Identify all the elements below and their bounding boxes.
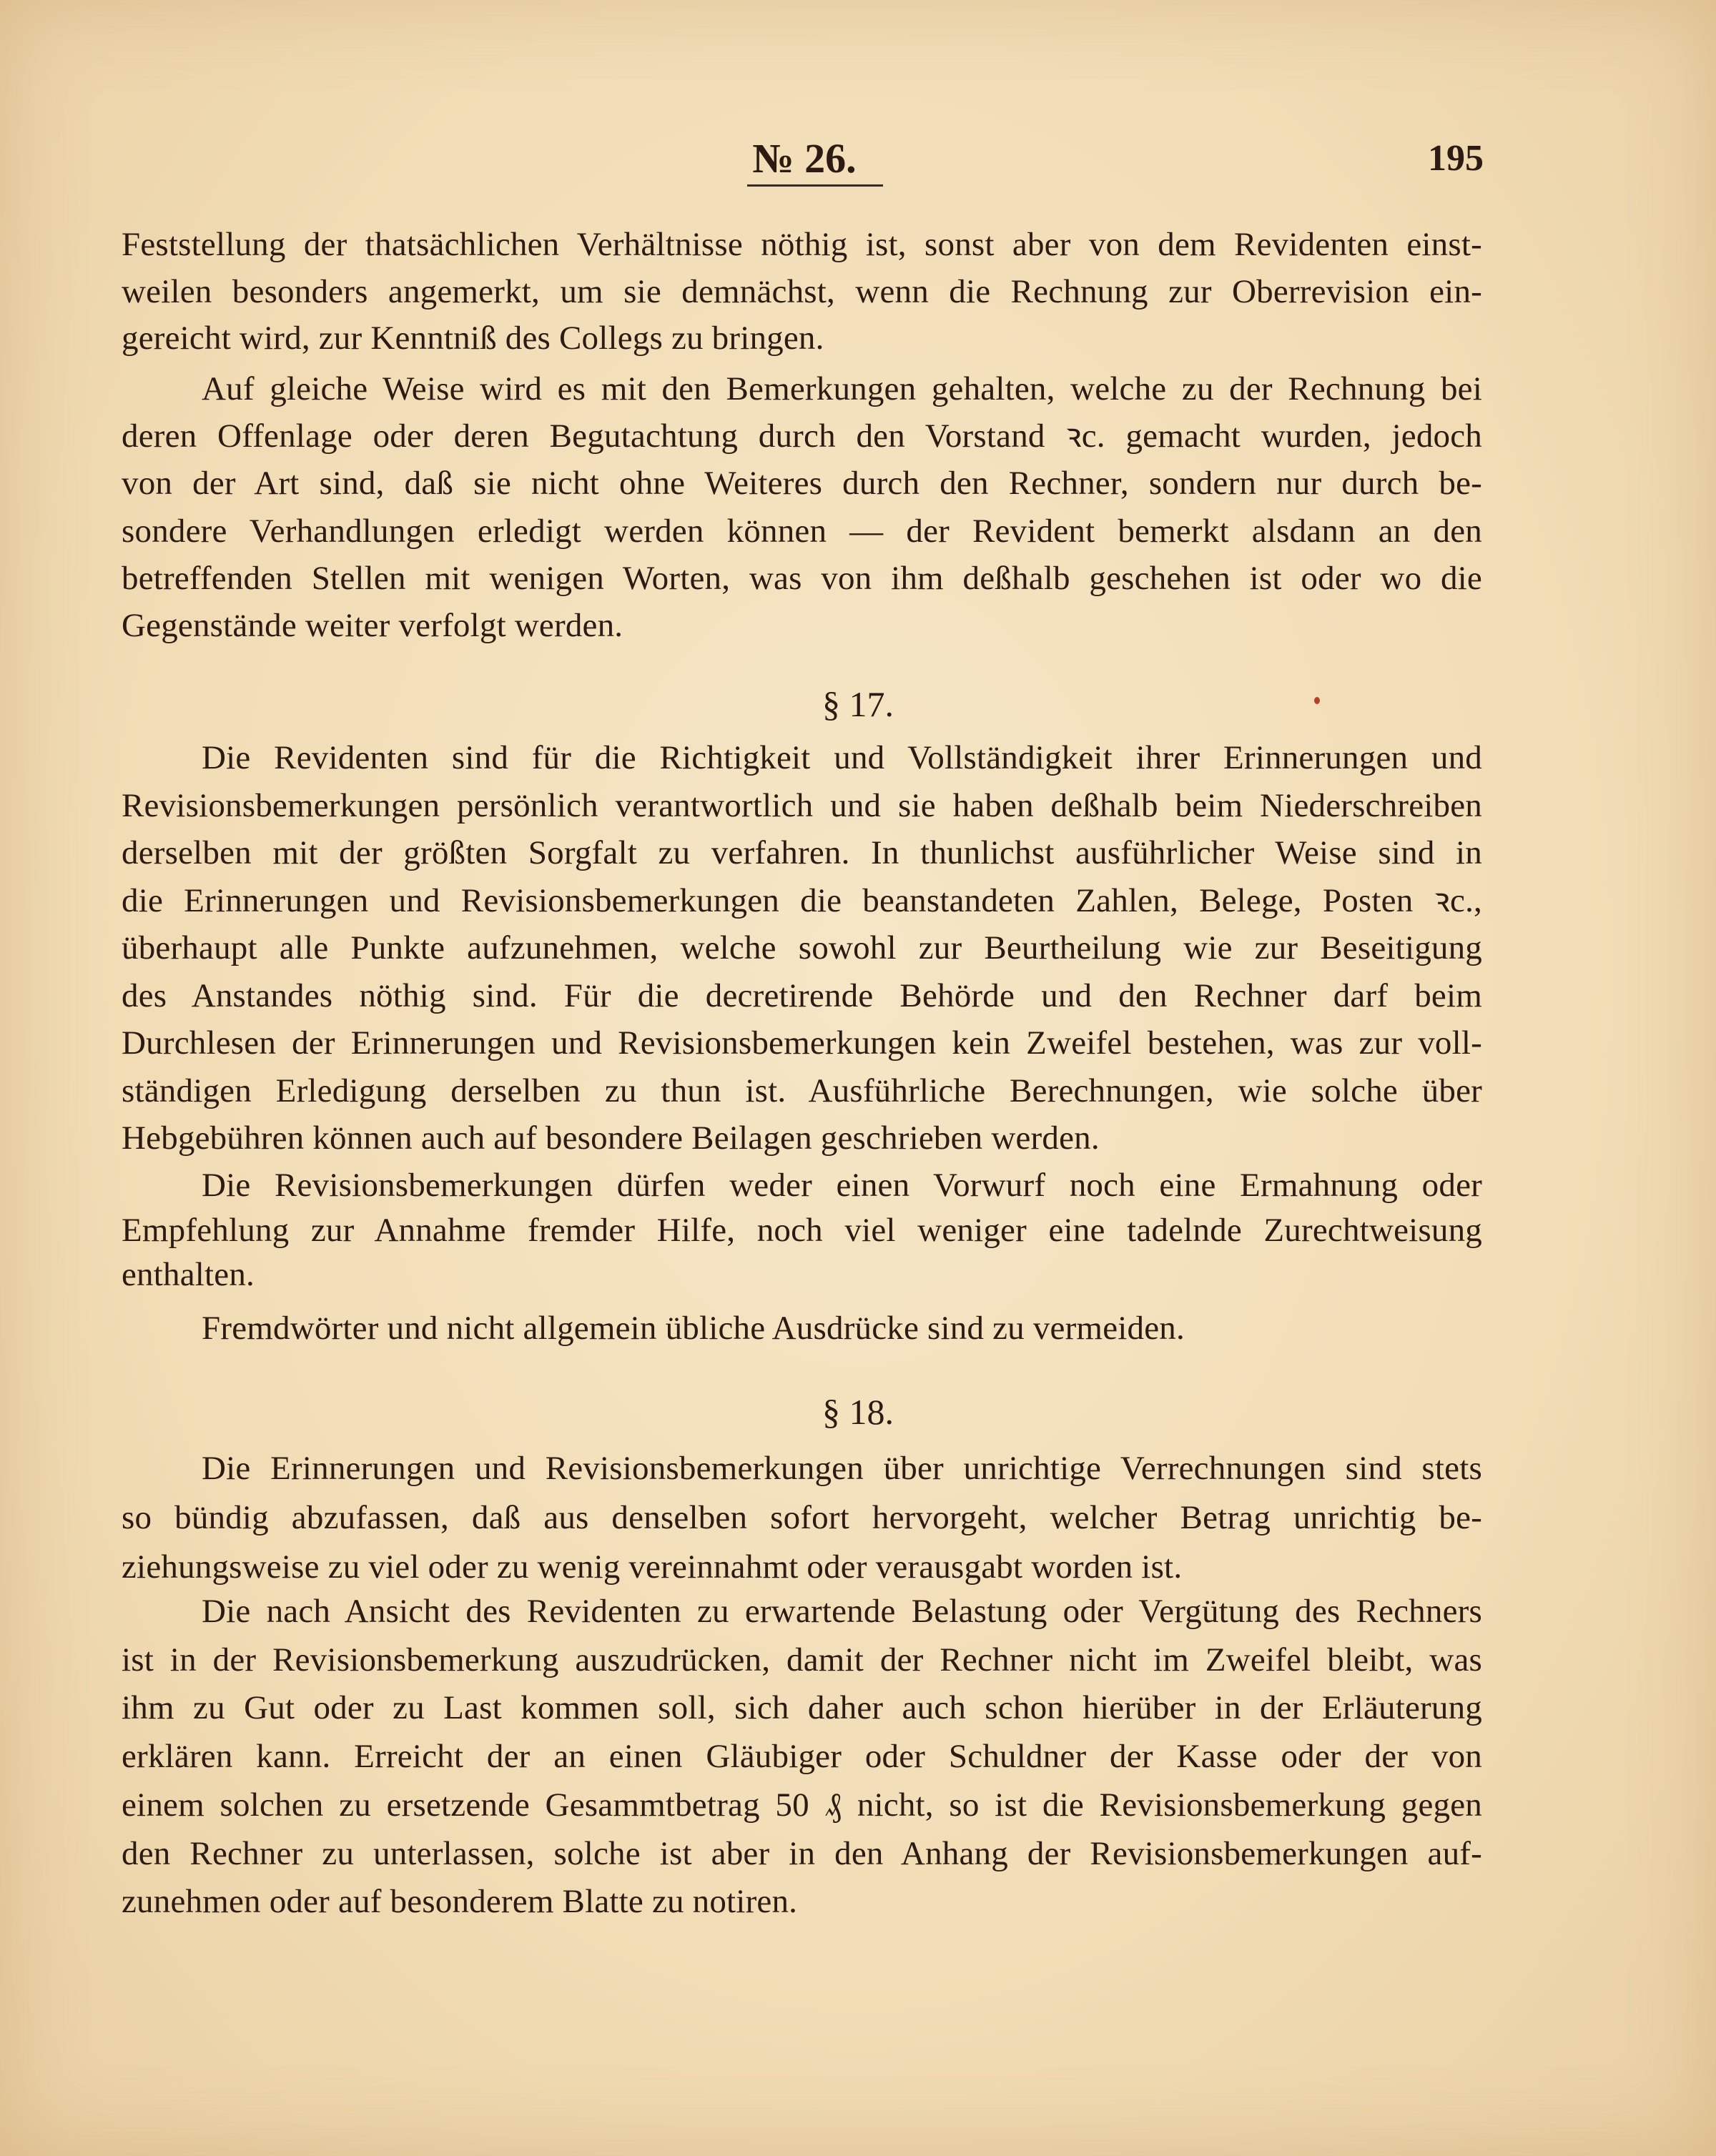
text-line: ständigen Erledigung derselben zu thun ist. Ausführliche Berechnungen, wie solche über [122,1072,1482,1109]
text-line: gereicht wird, zur Kenntniß des Collegs zu bringen. [122,320,824,357]
text-line: sondere Verhandlungen erledigt werden können — der Revident bemerkt alsdann an den [122,512,1482,550]
text-line: Revisionsbemerkungen persönlich verantwortlich und sie haben deßhalb beim Niederschreiben [122,786,1482,824]
text-line: Feststellung der thatsächlichen Verhältnisse nöthig ist, sonst aber von dem Revidenten einst- [122,226,1482,263]
page-number: 195 [1428,138,1484,179]
text-line: betreffenden Stellen mit wenigen Worten, was von ihm deßhalb geschehen ist oder wo die [122,559,1482,597]
text-line: Die Revidenten sind für die Richtigkeit und Vollständigkeit ihrer Erinnerungen und [202,739,1482,776]
text-line: ihm zu Gut oder zu Last kommen soll, sich daher auch schon hierüber in der Erläuterung [122,1689,1482,1727]
text-line: Hebgebühren können auch auf besondere Beilagen geschrieben werden. [122,1119,1100,1157]
text-line: von der Art sind, daß sie nicht ohne Weiteres durch den Rechner, sondern nur durch be- [122,465,1482,503]
text-line: enthalten. [122,1256,255,1293]
text-line: weilen besonders angemerkt, um sie demnächst, wenn die Rechnung zur Oberrevision ein- [122,272,1482,310]
text-line: Fremdwörter und nicht allgemein übliche Ausdrücke sind zu vermeiden. [202,1310,1185,1347]
text-line: Die Erinnerungen und Revisionsbemerkungen über unrichtige Verrechnungen sind stets [202,1450,1482,1487]
text-line: den Rechner zu unterlassen, solche ist aber in den Anhang der Revisionsbemerkungen auf- [122,1834,1482,1872]
text-line: überhaupt alle Punkte aufzunehmen, welche sowohl zur Beurtheilung wie zur Beseitigung [122,929,1482,966]
text-line: die Erinnerungen und Revisionsbemerkungen die beanstandeten Zahlen, Belege, Posten ꝛc., [122,881,1482,919]
text-line: Die Revisionsbemerkungen dürfen weder einen Vorwurf noch eine Ermahnung oder [202,1167,1482,1204]
text-line: so bündig abzufassen, daß aus denselben sofort hervorgeht, welcher Betrag unrichtig be- [122,1499,1482,1536]
text-line: deren Offenlage oder deren Begutachtung durch den Vorstand ꝛc. gemacht wurden, jedoch [122,417,1482,455]
text-line: Gegenstände weiter verfolgt werden. [122,607,623,644]
text-line: ist in der Revisionsbemerkung auszudrücken, damit der Rechner nicht im Zweifel bleibt, was [122,1641,1482,1678]
text-line: ziehungsweise zu viel oder zu wenig vereinnahmt oder verausgabt worden ist. [122,1548,1183,1586]
text-line: derselben mit der größten Sorgfalt zu verfahren. In thunlichst ausführlicher Weise sind in [122,834,1482,871]
text-line: Auf gleiche Weise wird es mit den Bemerkungen gehalten, welche zu der Rechnung bei [202,370,1482,407]
text-line: einem solchen zu ersetzende Gesammtbetrag 50 ₰ nicht, so ist die Revisionsbemerkung gegen [122,1786,1482,1824]
section-heading: § 17. [822,684,894,724]
text-line: Durchlesen der Erinnerungen und Revisionsbemerkungen kein Zweifel bestehen, was zur voll- [122,1024,1482,1062]
header-rule [747,184,883,187]
section-heading: § 18. [822,1392,894,1432]
issue-number: № 26. [752,135,857,182]
text-line: Empfehlung zur Annahme fremder Hilfe, noch viel weniger eine tadelnde Zurechtweisung [122,1211,1482,1249]
text-line: des Anstandes nöthig sind. Für die decretirende Behörde und den Rechner darf beim [122,976,1482,1014]
text-line: erklären kann. Erreicht der an einen Gläubiger oder Schuldner der Kasse oder der von [122,1738,1482,1776]
text-line: Die nach Ansicht des Revidenten zu erwartende Belastung oder Vergütung des Rechners [202,1593,1482,1630]
text-line: zunehmen oder auf besonderem Blatte zu notiren. [122,1883,798,1921]
